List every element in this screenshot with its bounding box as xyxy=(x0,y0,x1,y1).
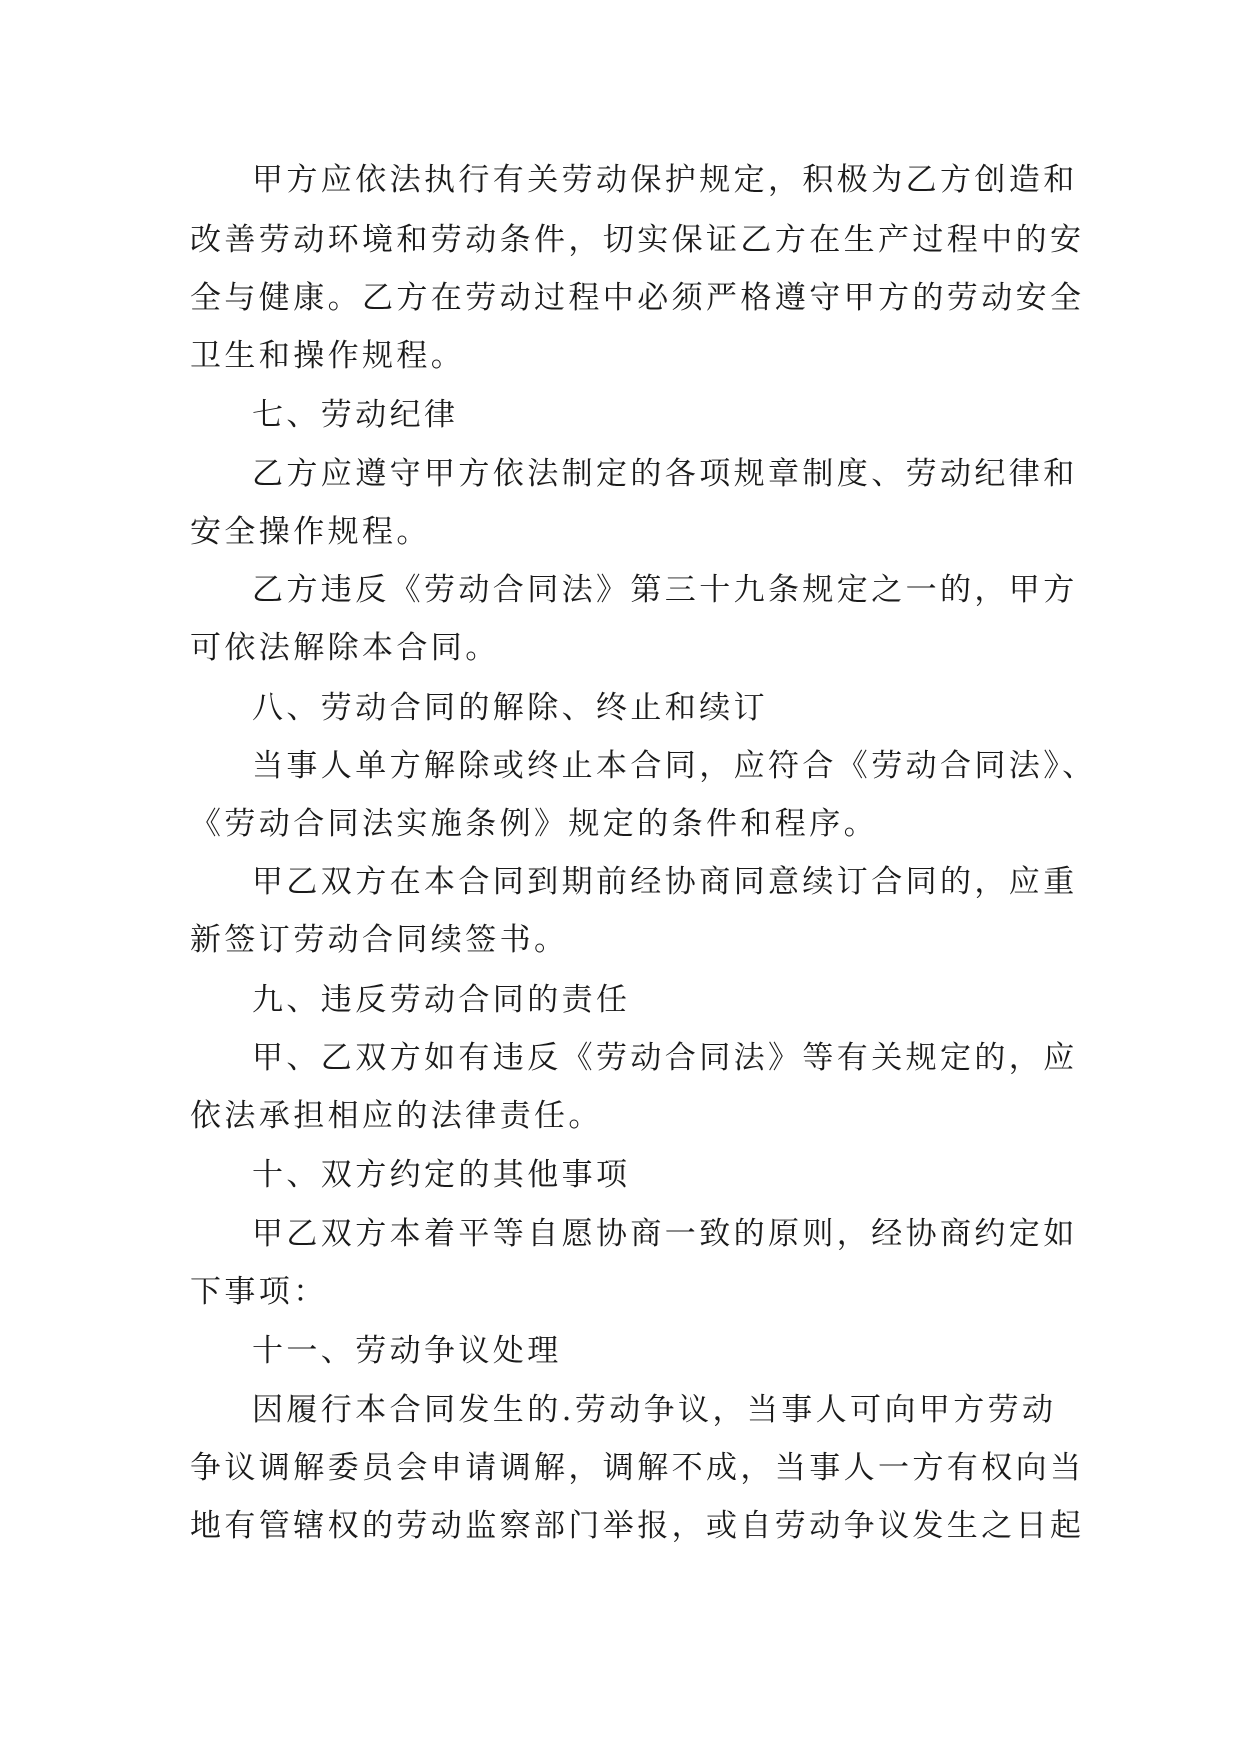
paragraph-line: 《劳动合同法实施条例》规定的条件和程序。 xyxy=(190,806,878,842)
paragraph-line: 安全操作规程。 xyxy=(190,514,431,550)
paragraph-line: 卫生和操作规程。 xyxy=(190,338,466,374)
paragraph-line: 争议调解委员会申请调解，调解不成，当事人一方有权向当 xyxy=(190,1450,1085,1486)
paragraph-line: 甲、乙双方如有违反《劳动合同法》等有关规定的，应 xyxy=(252,1040,1078,1076)
paragraph-line: 因履行本合同发生的.劳动争议，当事人可向甲方劳动 xyxy=(252,1392,1057,1428)
section-heading: 七、劳动纪律 xyxy=(252,397,459,433)
paragraph-line: 甲乙双方本着平等自愿协商一致的原则，经协商约定如 xyxy=(252,1216,1078,1252)
paragraph-line: 依法承担相应的法律责任。 xyxy=(190,1098,603,1134)
paragraph-line: 全与健康。乙方在劳动过程中必须严格遵守甲方的劳动安全 xyxy=(190,280,1085,316)
paragraph-line: 乙方违反《劳动合同法》第三十九条规定之一的，甲方 xyxy=(252,572,1078,608)
paragraph-line: 改善劳动环境和劳动条件，切实保证乙方在生产过程中的安 xyxy=(190,222,1085,258)
paragraph-line: 下事项： xyxy=(190,1274,328,1310)
section-heading: 八、劳动合同的解除、终止和续订 xyxy=(252,690,768,726)
paragraph-line: 甲乙双方在本合同到期前经协商同意续订合同的，应重 xyxy=(252,864,1078,900)
paragraph-line: 乙方应遵守甲方依法制定的各项规章制度、劳动纪律和 xyxy=(252,456,1078,492)
paragraph-line: 甲方应依法执行有关劳动保护规定，积极为乙方创造和 xyxy=(252,162,1078,198)
paragraph-line: 地有管辖权的劳动监察部门举报，或自劳动争议发生之日起 xyxy=(190,1508,1085,1544)
section-heading: 十一、劳动争议处理 xyxy=(252,1333,562,1369)
paragraph-line: 可依法解除本合同。 xyxy=(190,630,500,666)
section-heading: 九、违反劳动合同的责任 xyxy=(252,982,631,1018)
paragraph-line: 新签订劳动合同续签书。 xyxy=(190,922,569,958)
paragraph-line: 当事人单方解除或终止本合同，应符合《劳动合同法》、 xyxy=(252,748,1097,784)
section-heading: 十、双方约定的其他事项 xyxy=(252,1157,631,1193)
